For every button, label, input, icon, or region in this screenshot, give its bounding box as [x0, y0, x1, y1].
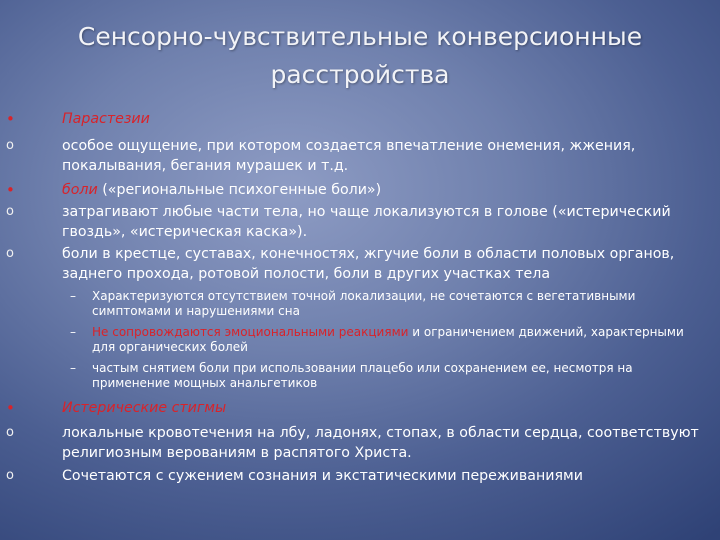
subitem-2-rest: и ограничением движений, характерными для органических болей: [92, 325, 684, 354]
circle-marker: o: [6, 138, 14, 153]
item-pain-location: [6, 202, 706, 242]
stigmata-heading: Истерические стигмы: [62, 400, 227, 416]
subitem-2-highlight: Не сопровождаются эмоциональными реакциями: [92, 325, 409, 339]
item-paresthesia-desc: [6, 136, 706, 176]
bullet-marker: •: [6, 399, 15, 417]
bullet-marker: •: [6, 110, 15, 128]
bullet-marker: •: [6, 181, 15, 199]
title-line-2: расстройства: [270, 60, 450, 89]
dash-marker: –: [70, 361, 76, 375]
pain-desc: («региональные психогенные боли»): [97, 182, 382, 198]
circle-marker: o: [6, 204, 14, 219]
circle-marker: o: [6, 468, 14, 483]
subitem-1-text: Характеризуются отсутствием точной локализации, не сочетаются с вегетативными симптомами и нарушениями сна: [92, 289, 636, 318]
pain-location-desc: затрагивают любые части тела, но чаще локализуются в голове («истерический гвоздь», «истерическая каска»).: [62, 204, 671, 240]
item-stigmata-desc: [6, 423, 706, 463]
subitem-2-text: [92, 325, 710, 355]
circle-marker: o: [6, 246, 14, 261]
stigmata-desc: локальные кровотечения на лбу, ладонях, стопах, в области сердца, соответствуют религиозным верованиям в распятого Христа.: [62, 425, 699, 461]
stigmata-combo-desc: Сочетаются с сужением сознания и экстатическими переживаниями: [62, 468, 583, 484]
subitem-3-text: частым снятием боли при использовании плацебо или сохранением ее, несмотря на применение мощных анальгетиков: [92, 361, 633, 390]
circle-marker: o: [6, 425, 14, 440]
dash-marker: –: [70, 325, 76, 339]
bullet-pain: [6, 180, 706, 200]
bullet-stigmata: [6, 398, 706, 418]
subitem-3: [70, 361, 710, 391]
paresthesia-desc: особое ощущение, при котором создается впечатление онемения, жжения, покалывания, бегания мурашек и т.д.: [62, 138, 636, 174]
slide-title: [40, 18, 680, 94]
subitem-2: [70, 325, 710, 355]
item-stigmata-combo: [6, 466, 706, 486]
item-pain-areas: [6, 244, 706, 284]
subitem-1: [70, 289, 710, 319]
title-line-1: Сенсорно-чувствительные конверсионные: [77, 22, 643, 51]
bullet-paresthesia: [6, 109, 706, 129]
pain-line: [62, 180, 706, 200]
paresthesia-heading: Парастезии: [62, 111, 150, 127]
dash-marker: –: [70, 289, 76, 303]
pain-areas-desc: боли в крестце, суставах, конечностях, жгучие боли в области половых органов, заднего прохода, ротовой полости, боли в других участках тела: [62, 246, 675, 282]
pain-heading: боли: [62, 182, 98, 198]
